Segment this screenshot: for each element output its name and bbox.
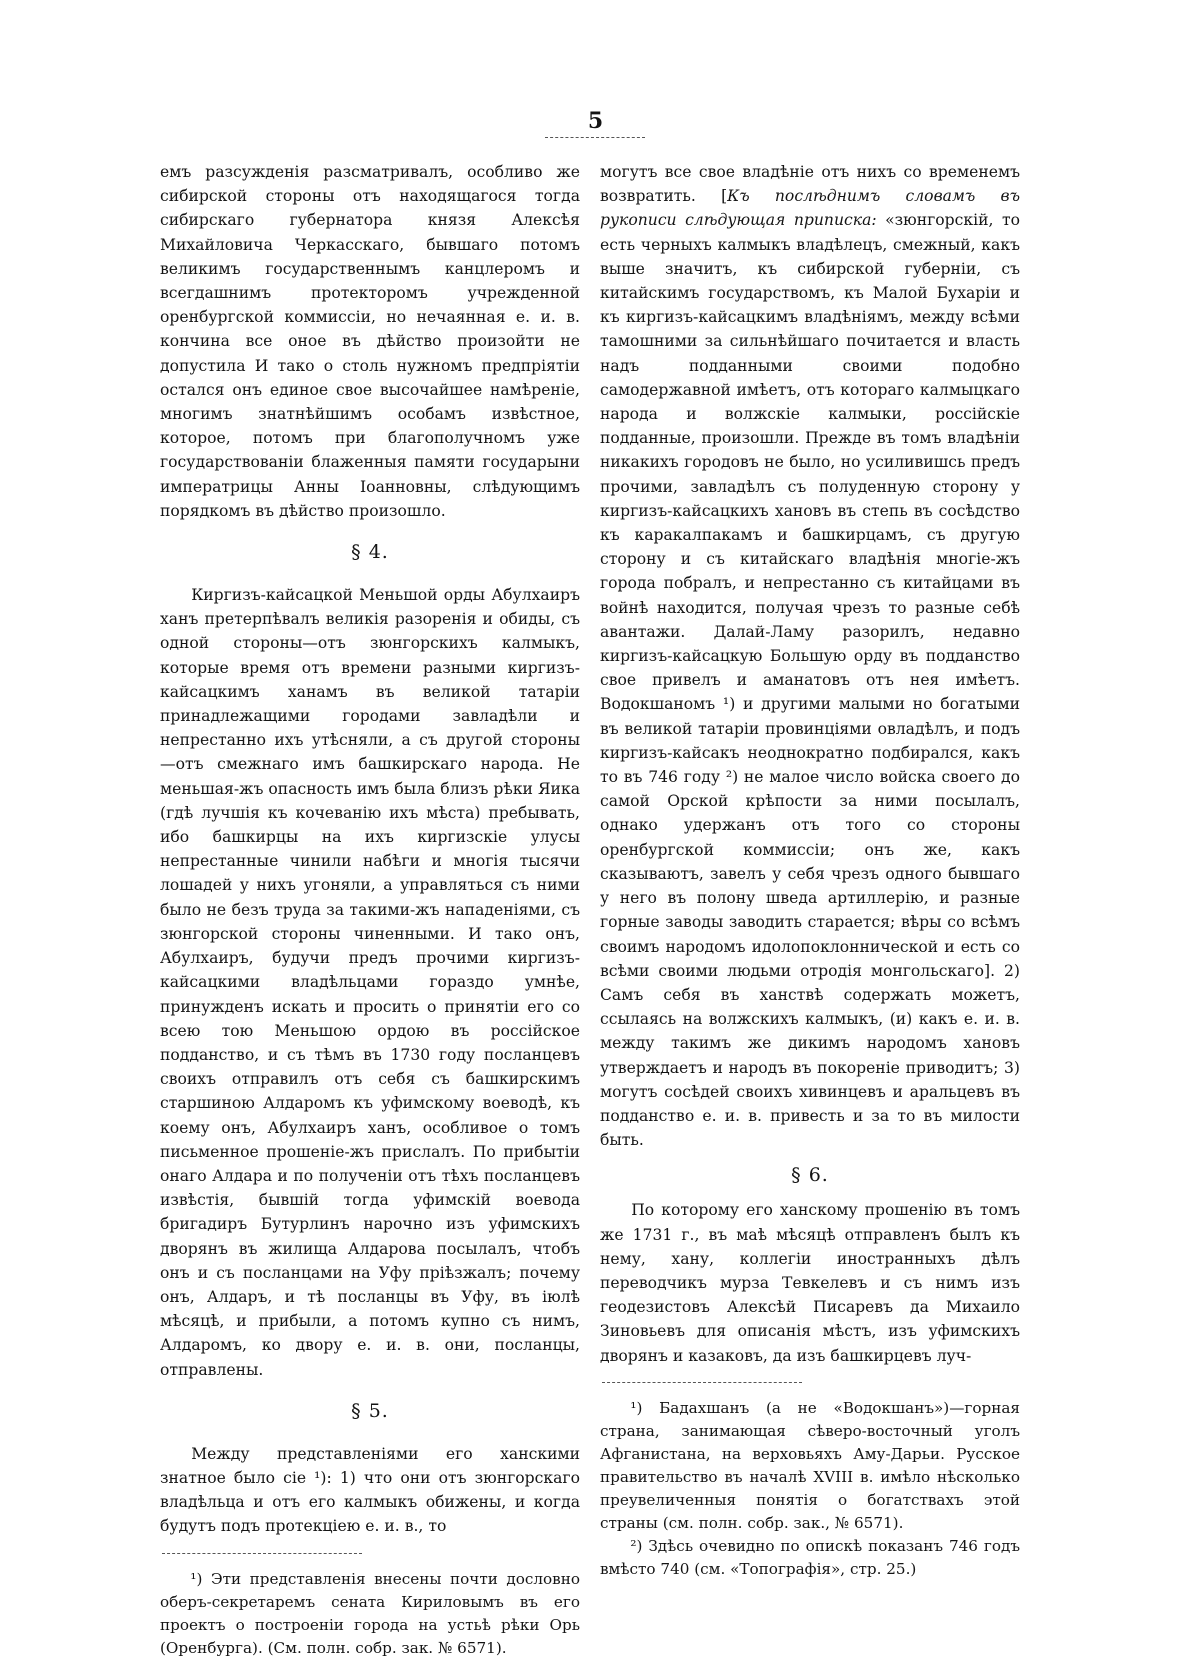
footnote-1-left: ¹) Эти представленія внесены почти дословно оберъ-секретаремъ сената Кириловымъ въ его проектъ о построеніи города на устьѣ рѣки Орь (Оренбурга). (См. полн. собр. зак. № 6571). (160, 1569, 580, 1657)
right-column (600, 160, 1020, 1581)
footnote-divider (162, 1553, 362, 1554)
continuation-text-a: могутъ все свое владѣніе отъ нихъ со временемъ возвратить. [ (600, 163, 1020, 206)
footnote-divider (602, 1382, 802, 1383)
section-heading-4: § 4. (351, 541, 389, 564)
footnotes-right (600, 1397, 1020, 1581)
paragraph-section-6: По которому его ханскому прошенію въ томъ же 1731 г., въ маѣ мѣсяцѣ отправленъ былъ къ нему, хану, коллегіи иностранныхъ дѣлъ переводчикъ мурза Тевкелевъ и съ нимъ изъ геодезистовъ Алексѣй Писаревъ да Михаило Зиновьевъ для описанія мѣстъ, изъ уфимскихъ дворянъ и казаковъ, да изъ башкирцевъ луч- (600, 1201, 1020, 1365)
footnote-2-right: ²) Здѣсь очевидно по опискѣ показанъ 746 годъ вмѣсто 740 (см. «Топографія», стр. 25.) (600, 1536, 1020, 1578)
continuation-text-b: «зюнгорскій, то есть черныхъ калмыкъ владѣлецъ, смежный, какъ выше значитъ, къ сибирской губерніи, съ китайскимъ государствомъ, къ Малой Бухаріи и къ киргизъ-кайсацкимъ владѣніямъ, между всѣми тамошними за сильнѣйшаго почитается и власть надъ подданными своими подобно самодержавной имѣетъ, отъ котораго калмыцкаго народа и волжскіе калмыки, россійскіе подданные, произошли. Прежде въ томъ владѣніи никакихъ городовъ не было, но усиливишсь предъ прочими, завладѣлъ съ полуденную сторону у киргизъ-кайсацкихъ хановъ въ степь въ сосѣдство къ каракалпакамъ и башкирцамъ, съ другую сторону и съ китайскаго владѣнія многіе-жъ города побралъ, и непрестанно съ китайцами въ войнѣ находится, получая чрезъ то разные себѣ авантажи. Далай-Ламу разорилъ, недавно киргизъ-кайсацкую Большую орду въ подданство свое привелъ и аманатовъ отъ нея имѣетъ. Водокшаномъ ¹) и другими малыми но богатыми въ великой татаріи провинціями овладѣлъ, и подъ киргизъ-кайсакъ неоднократно подбирался, какъ то въ 746 году ²) не малое число войска своего до самой Орской крѣпости за ними посылалъ, однако удержанъ отъ того со стороны оренбургской коммиссіи; онъ же, какъ сказываютъ, завелъ у себя чрезъ одного бывшаго у него въ полону шведа артиллерію, и разные горные заводы заводить старается; вѣры со всѣмъ своимъ народомъ идолопоклоннической и есть со всѣми своими людьми отродія монгольскаго]. 2) Самъ себя въ ханствѣ содержать можетъ, ссылаясь на волжскихъ калмыкъ, (и) какъ е. и. в. между такимъ же дикимъ народомъ хановъ утверждаетъ и народъ въ покореніе приводитъ; 3) могутъ сосѣдей своихъ хивинцевъ и аральцевъ въ подданство е. и. в. привесть и за то въ милости быть. (600, 211, 1020, 1150)
left-column (160, 160, 580, 1660)
editorial-note: Къ послѣднимъ словамъ въ рукописи слѣдующая приписка: (600, 187, 1020, 230)
paragraph-section-5: Между представленіями его ханскими знатное было сіе ¹): 1) что они отъ зюнгорскаго владѣльца и отъ его калмыкъ обижены, и когда будутъ подъ протекціею е. и. в., то (160, 1444, 580, 1536)
footnotes-left (160, 1568, 580, 1660)
paragraph-intro: емъ разсужденія разсматривалъ, особливо же сибирской стороны отъ находящагося тогда сибирскаго губернатора князя Алексѣя Михайловича Черкасскаго, бывшаго потомъ великимъ государственнымъ канцлеромъ и всегдашнимъ протекторомъ учрежденной оренбургской коммиссіи, но нечаянная е. и. в. кончина все оное въ дѣйство произойти не допустила И тако о столь нужномъ предпріятіи остался онъ единое свое высочайшее намѣреніе, многимъ знатнѣйшимъ особамъ извѣстное, которое, потомъ при благополучномъ уже государствованіи блаженныя памяти государыни императрицы Анны Іоанновны, слѣдующимъ порядкомъ въ дѣйство произошло. (160, 163, 580, 520)
page-number: 5 (587, 108, 604, 134)
paragraph-section-4: Киргизъ-кайсацкой Меньшой орды Абулхаиръ ханъ претерпѣвалъ великія разоренія и обиды, съ одной стороны—отъ зюнгорскихъ калмыкъ, которые время отъ времени разными киргизъ-кайсацкимъ ханамъ въ великой татаріи принадлежащими городами завладѣли и непрестанно ихъ утѣсняли, а съ другой стороны —отъ смежнаго имъ башкирскаго народа. Не меньшая-жъ опасность имъ была близъ рѣки Яика (гдѣ лучшія къ кочеванію ихъ мѣста) пребывать, ибо башкирцы на ихъ киргизскіе улусы непрестанные чинили набѣги и многія тысячи лошадей у нихъ угоняли, а управляться съ ними было не безъ труда за такими-жъ нападеніями, съ зюнгорской стороны чиненными. И тако онъ, Абулхаиръ, будучи предъ прочими киргизъ-кайсацкими владѣльцами гораздо умнѣе, принужденъ искать и просить о принятіи его со всею тою Меньшою ордою въ россійское подданство, и съ тѣмъ въ 1730 году посланцевъ своихъ отправилъ отъ себя съ башкирскимъ старшиною Алдаромъ къ уфимскому воеводѣ, къ коему онъ, Абулхаиръ ханъ, особливое о томъ письменное прошеніе-жъ прислалъ. По прибытіи онаго Алдара и по полученіи отъ тѣхъ посланцевъ извѣстія, бывшій тогда уфимскій воевода бригадиръ Бутурлинъ нарочно изъ уфимскихъ дворянъ въ жилища Алдарова посылалъ, чтобъ онъ и съ посланцами на Уфу пріѣзжалъ; почему онъ, Алдаръ, и тѣ посланцы въ Уфу, въ іюлѣ мѣсяцѣ, и прибыли, а потомъ купно съ нимъ, Алдаромъ, ко двору е. и. в. они, посланцы, отправлены. (160, 586, 580, 1379)
header-divider (545, 137, 645, 138)
paragraph-continuation (600, 160, 1020, 1152)
footnote-1-right: ¹) Бадахшанъ (а не «Водокшанъ»)—горная страна, занимающая сѣверо-восточный уголъ Афганистана, на верховьяхъ Аму-Дарьи. Русское правительство въ началѣ XVIII в. имѣло нѣсколько преувеличенныя понятія о богатствахъ этой страны (см. полн. собр. зак., № 6571). (600, 1398, 1020, 1532)
section-heading-6: § 6. (791, 1164, 829, 1187)
section-heading-5: § 5. (351, 1399, 389, 1422)
